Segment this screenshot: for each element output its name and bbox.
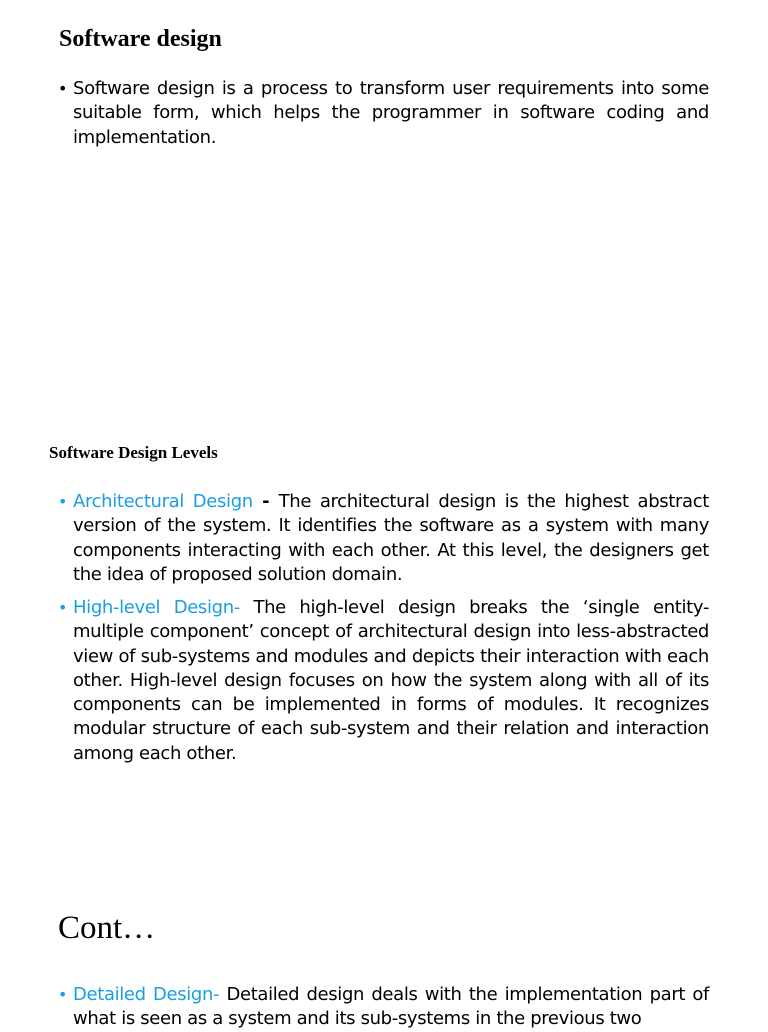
term-label: Detailed Design- — [73, 984, 220, 1005]
term-separator: - — [252, 491, 279, 512]
bullet-text: The architectural design is the highest abstract version of the system. It identifies the software as a system with many components interacting with each other. At this level, the designers get the idea of proposed solution domain. — [73, 491, 709, 585]
section-title: Software Design Levels — [49, 443, 218, 462]
bullet-icon: • — [58, 492, 68, 511]
bullet-text: Software design is a process to transform user requirements into some suitable form, which helps the programmer in software coding and implementation. — [73, 78, 709, 148]
list-item — [58, 490, 709, 587]
term-label: Architectural Design — [73, 491, 253, 512]
page-title: Software design — [59, 26, 222, 52]
list-item — [58, 983, 710, 1032]
bullet-icon: • — [58, 79, 68, 98]
bullet-icon: • — [58, 985, 68, 1004]
term-separator — [240, 597, 254, 618]
bullet-icon: • — [58, 598, 68, 617]
list-item — [58, 596, 710, 766]
bullet-text: Detailed design deals with the implementation part of what is seen as a system and its sub-systems in the previous two — [73, 984, 710, 1030]
list-item — [58, 77, 709, 150]
term-label: High-level Design- — [73, 597, 240, 618]
section-title: Cont… — [58, 910, 156, 946]
bullet-text: The high-level design breaks the ‘single entity-multiple component’ concept of architectural design into less-abstracted view of sub-systems and modules and depicts their interaction with each other. High-level design focuses on how the system along with all of its components can be implemented in forms of modules. It recognizes modular structure of each sub-system and their relation and interaction among each other. — [73, 597, 710, 764]
